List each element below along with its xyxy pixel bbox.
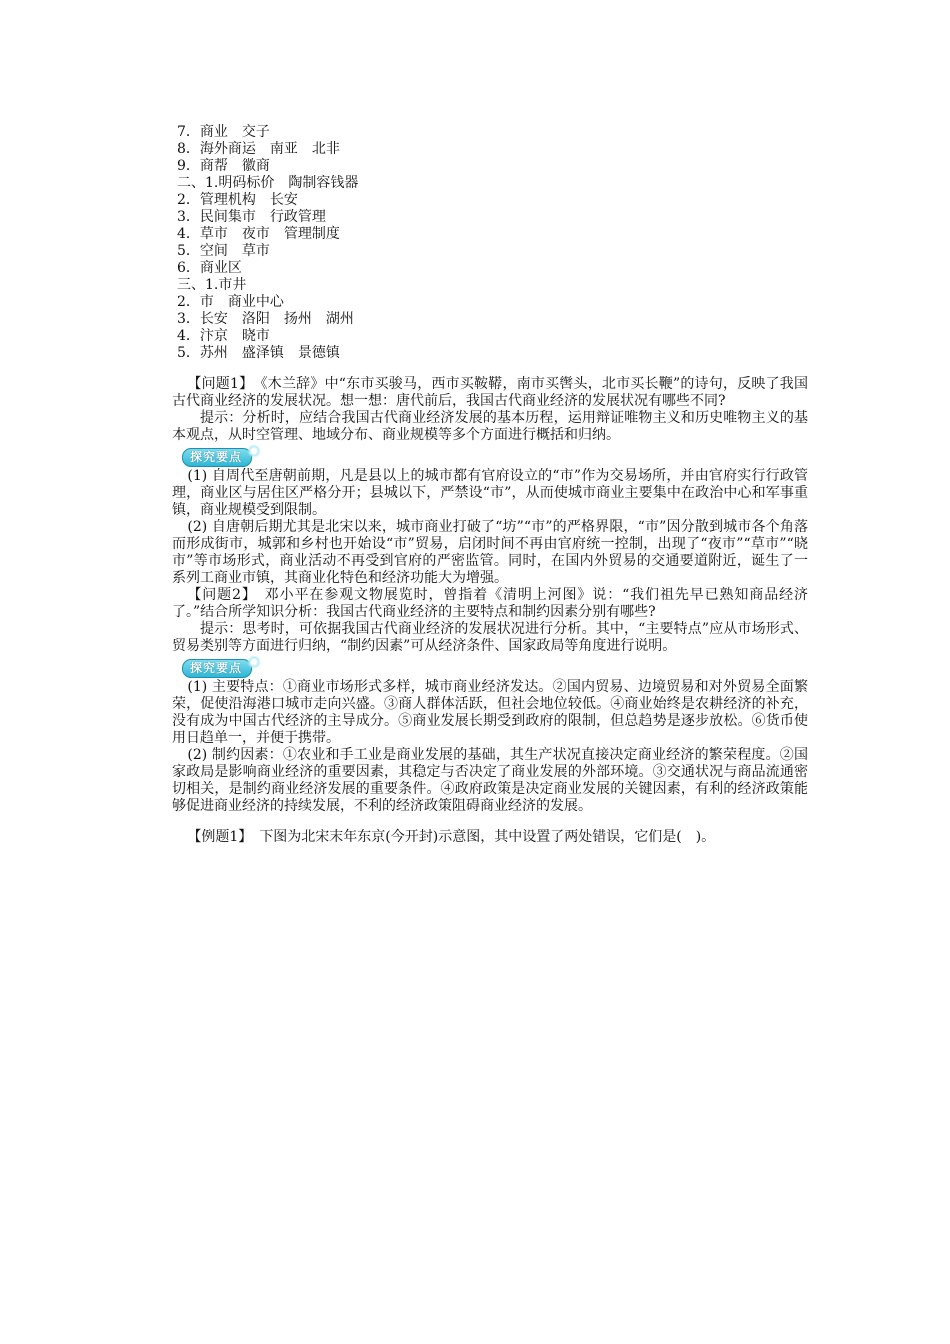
answer-line: 三、1.市井 (177, 277, 247, 293)
question-2-label: 【问题2】 (187, 587, 250, 603)
sparkle-icon (247, 444, 261, 458)
question-2-point: (1) 主要特点：①商业市场形式多样，城市商业经济发达。②国内贸易、边境贸易和对外贸易全面繁荣，促使沿海港口城市走向兴盛。③商人群体活跃，但社会地位较低。④商业始终是农耕经济的补充，没有成为中国古代经济的主导成分。⑤商业发展长期受到政府的限制，但总趋势是逐步放松。⑥货币使用日趋单一，并便于携带。 (172, 679, 808, 746)
question-2-text: 邓小平在参观文物展览时，曾指着《清明上河图》说：“我们祖先早已熟知商品经济了。”结合所学知识分析：我国古代商业经济的主要特点和制约因素分别有哪些? (172, 587, 808, 620)
answer-list (177, 124, 797, 362)
explore-points-badge-label: 探究要点 (190, 661, 243, 675)
answer-line: 2．市 商业中心 (177, 294, 284, 310)
answer-line: 3．长安 洛阳 扬州 湖州 (177, 311, 354, 327)
sparkle-icon (247, 655, 261, 669)
question-1-hint: 提示：分析时，应结合我国古代商业经济发展的基本历程，运用辩证唯物主义和历史唯物主义的基本观点，从时空管理、地域分布、商业规模等多个方面进行概括和归纳。 (172, 410, 808, 443)
question-2-hint: 提示：思考时，可依据我国古代商业经济的发展状况进行分析。其中，“主要特点”应从市场形式、贸易类别等方面进行归纳，“制约因素”可从经济条件、国家政局等角度进行说明。 (172, 621, 808, 654)
question-1-point: (1) 自周代至唐朝前期，凡是县以上的城市都有官府设立的“市”作为交易场所，并由官府实行行政管理，商业区与居住区严格分开；县城以下，严禁设“市”，从而使城市商业主要集中在政治中心和军事重镇，商业规模受到限制。 (172, 468, 808, 518)
question-1 (172, 376, 808, 410)
section-gap (172, 815, 808, 829)
question-2-point: (2) 制约因素：①农业和手工业是商业发展的基础，其生产状况直接决定商业经济的繁荣程度。②国家政局是影响商业经济的重要因素，其稳定与否决定了商业发展的外部环境。③交通状况与商品流通密切相关，是制约商业经济发展的重要条件。④政府政策是决定商业发展的关键因素，有利的经济政策能够促进商业经济的持续发展，不利的经济政策阻碍商业经济的发展。 (172, 747, 808, 814)
document-body (172, 376, 808, 846)
example-1-label: 【例题1】 (187, 829, 246, 845)
question-1-label: 【问题1】 (187, 376, 247, 392)
answer-line: 6．商业区 (177, 260, 242, 276)
answer-line: 8．海外商运 南亚 北非 (177, 141, 340, 157)
question-1-text: 《木兰辞》中“东市买骏马，西市买鞍鞯，南市买辔头，北市买长鞭”的诗句，反映了我国古代商业经济的发展状况。想一想：唐代前后，我国古代商业经济的发展状况有哪些不同? (172, 376, 808, 409)
answer-line: 5．空间 草市 (177, 243, 270, 259)
answer-line: 4．汴京 晓市 (177, 328, 270, 344)
example-1-text: 下图为北宋末年东京(今开封)示意图，其中设置了两处错误，它们是( )。 (259, 829, 716, 845)
answer-line: 7．商业 交子 (177, 124, 270, 140)
answer-line: 2．管理机构 长安 (177, 192, 298, 208)
answer-line: 5．苏州 盛泽镇 景德镇 (177, 345, 340, 361)
example-1 (172, 829, 808, 846)
answer-line: 二、1.明码标价 陶制容钱器 (177, 175, 359, 191)
explore-points-badge (172, 655, 808, 679)
question-2 (172, 587, 808, 621)
explore-points-badge (172, 444, 808, 468)
explore-points-badge-label: 探究要点 (190, 450, 243, 464)
answer-line: 4．草市 夜市 管理制度 (177, 226, 340, 242)
answer-line: 3．民间集市 行政管理 (177, 209, 326, 225)
question-1-point: (2) 自唐朝后期尤其是北宋以来，城市商业打破了“坊”“市”的严格界限，“市”因分散到城市各个角落而形成街市，城郭和乡村也开始设“市”贸易，启闭时间不再由官府统一控制，出现了“夜市”“草市”“晓市”等市场形式，商业活动不再受到官府的严密监管。同时，在国内外贸易的交通要道附近，诞生了一系列工商业市镇，其商业化特色和经济功能大为增强。 (172, 519, 808, 586)
answer-line: 9．商帮 徽商 (177, 158, 270, 174)
